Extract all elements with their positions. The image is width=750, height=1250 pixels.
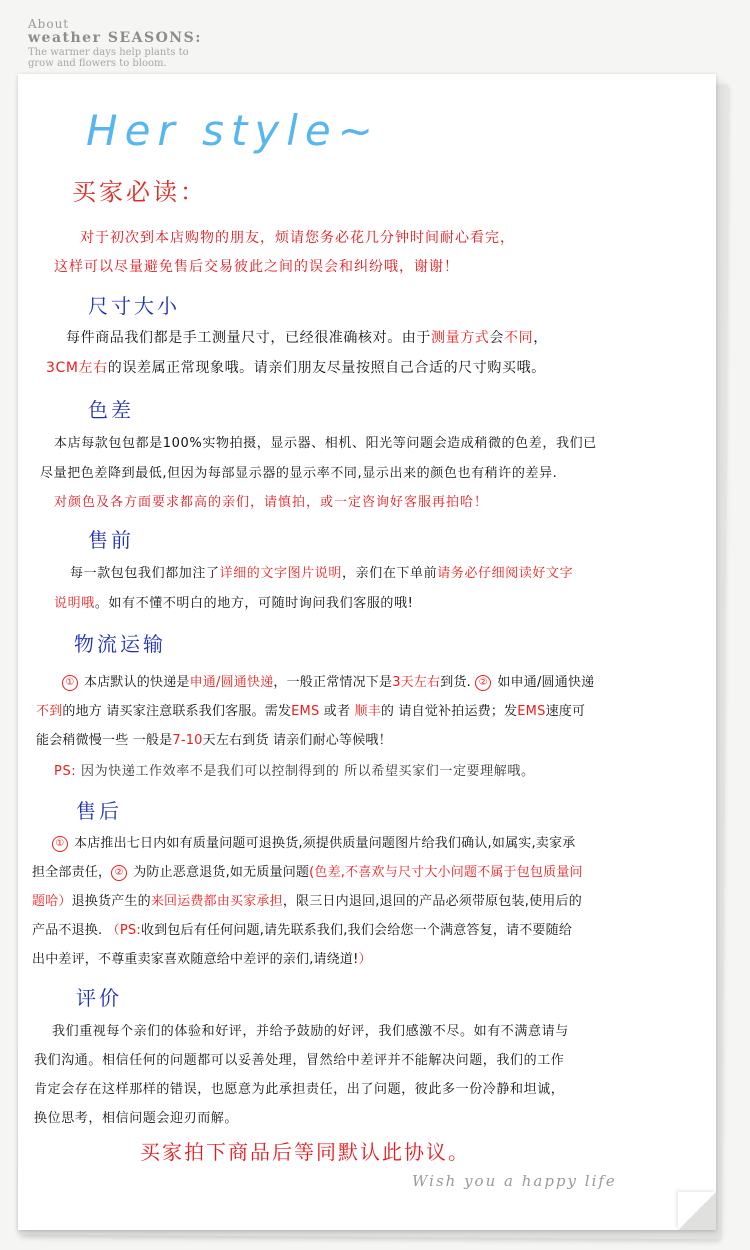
intro-line1: 对于初次到本店购物的朋友，烦请您务必花几分钟时间耐心看完， — [80, 230, 515, 246]
color-line2: 尽量把色差降到最低,但因为每部显示器的显示率不同,显示出来的颜色也有稍许的差异. — [40, 466, 558, 481]
size-line2 — [46, 357, 546, 377]
presale-text: 。如有不懂不明白的地方，可随时询问我们客服的哦! — [94, 596, 414, 611]
top-note-line1: About — [28, 17, 70, 31]
shipping-highlight: 申通/圆通快递 — [189, 675, 274, 690]
shipping-text: 本店默认的快递是 — [84, 675, 190, 690]
shipping-text: 的地方 请买家注意联系我们客服。需发 — [62, 704, 292, 719]
intro-line2: 这样可以尽量避免售后交易彼此之间的误会和纠纷哦，谢谢！ — [54, 259, 459, 275]
aftersale-highlight: ） — [358, 952, 372, 967]
shipping-highlight: 不到 — [36, 704, 63, 719]
shipping-highlight: 7-10 — [172, 733, 203, 748]
shipping-text: 能会稍微慢一些 一般是 — [36, 733, 173, 748]
top-note-line2: weather SEASONS: — [28, 30, 202, 47]
aftersale-text: 出中差评，不尊重卖家喜欢随意给中差评的亲们,请绕道! — [32, 952, 359, 967]
aftersale-text: 收到包后有任何问题,请先联系我们,我们会给您一个满意答复，请不要随给 — [140, 923, 573, 938]
shipping-highlight: EMS — [291, 704, 320, 719]
number-two-icon: ② — [475, 675, 491, 691]
aftersale-text: 退换货产生的 — [71, 894, 151, 909]
section-title-color: 色差 — [88, 398, 134, 422]
presale-highlight: 请务必仔细阅读好文字 — [437, 566, 574, 581]
size-highlight-different: 不同 — [504, 330, 534, 346]
shipping-line2 — [36, 700, 585, 719]
shipping-text: 天左右到货 请亲们耐心等候哦！ — [202, 733, 392, 748]
color-line3: 对颜色及各方面要求都高的亲们，请慎拍，或一定咨询好客服再拍哈！ — [54, 495, 489, 510]
shipping-highlight: 3天左右 — [392, 675, 441, 690]
shipping-highlight: EMS — [517, 704, 546, 719]
agreement-notice: 买家拍下商品后等同默认此协议。 — [140, 1140, 470, 1164]
review-line2: 我们沟通。相信任何的问题都可以妥善处理，冒然给中差评并不能解决问题，我们的工作 — [34, 1053, 565, 1068]
review-line1: 我们重视每个亲们的体验和好评，并给予鼓励的好评，我们感激不尽。如有不满意请与 — [52, 1024, 569, 1039]
shipping-text: 速度可 — [545, 704, 586, 719]
section-title-shipping: 物流运输 — [74, 632, 166, 656]
color-line1: 本店每款包包都是100%实物拍摄，显示器、相机、阳光等问题会造成稍微的色差，我们已 — [54, 436, 597, 451]
aftersale-highlight: 来回运费都由买家承担 — [150, 894, 283, 909]
presale-line2 — [54, 592, 413, 611]
aftersale-highlight: (色差,不喜欢与尺寸大小问题不属于包包质量问 — [309, 865, 583, 880]
shipping-text: ，一般正常情况下是 — [273, 675, 393, 690]
aftersale-line3 — [32, 890, 582, 909]
presale-text: 每一款包包我们都加注了 — [70, 566, 220, 581]
aftersale-highlight: （PS: — [106, 923, 141, 938]
aftersale-line4 — [32, 919, 572, 938]
presale-text: ，亲们在下单前 — [342, 566, 438, 581]
shipping-ps — [54, 760, 535, 779]
number-two-icon: ② — [111, 865, 127, 881]
size-text: 的误差属正常现象哦。请亲们朋友尽量按照自己合适的尺寸购买哦。 — [107, 360, 546, 376]
section-title-presale: 售前 — [88, 528, 134, 552]
ps-label: PS: — [54, 764, 77, 779]
size-line1 — [66, 327, 548, 347]
section-title-review: 评价 — [76, 986, 122, 1010]
aftersale-text: 为防止恶意退货,如无质量问题 — [133, 865, 310, 880]
main-heading: 买家必读： — [72, 178, 207, 206]
shipping-text: 如申通/圆通快递 — [497, 675, 595, 690]
section-title-size: 尺寸大小 — [88, 294, 180, 318]
number-one-icon: ① — [62, 675, 78, 691]
review-line3: 肯定会存在这样那样的错误，也愿意为此承担责任，出了问题，彼此多一份冷静和坦诚， — [34, 1082, 565, 1097]
aftersale-text: 本店推出七日内如有质量问题可退换货,须提供质量问题图片给我们确认,如属实,卖家承 — [74, 836, 576, 851]
shipping-line1 — [62, 671, 594, 691]
aftersale-text: 担全部责任， — [32, 865, 112, 880]
aftersale-line1 — [52, 832, 575, 852]
aftersale-text: ，限三日内退回,退回的产品必须带原包装,使用后的 — [282, 894, 582, 909]
presale-highlight: 说明哦 — [54, 596, 95, 611]
size-highlight-tolerance: 3CM左右 — [46, 360, 108, 376]
aftersale-line5 — [32, 948, 372, 967]
shipping-text: 的 请自觉补拍运费；发 — [380, 704, 518, 719]
signature-text: Wish you a happy life — [412, 1172, 617, 1190]
shipping-line3 — [36, 729, 392, 748]
presale-highlight: 详细的文字图片说明 — [219, 566, 343, 581]
presale-line1 — [70, 562, 573, 581]
aftersale-line2 — [32, 861, 583, 881]
shipping-highlight: 顺丰 — [354, 704, 381, 719]
top-note — [28, 18, 202, 69]
size-highlight-method: 测量方式 — [431, 330, 490, 346]
size-text: ， — [533, 330, 548, 346]
review-line4: 换位思考，相信问题会迎刃而解。 — [34, 1111, 239, 1126]
ps-text: 因为快递工作效率不是我们可以控制得到的 所以希望买家们一定要理解哦。 — [81, 764, 535, 779]
shipping-text: 到货. — [440, 675, 476, 690]
section-title-aftersale: 售后 — [76, 799, 122, 823]
size-text: 会 — [489, 330, 505, 346]
number-one-icon: ① — [52, 836, 68, 852]
aftersale-text: 产品不退换. — [32, 923, 107, 938]
top-note-line3: The warmer days help plants to — [28, 46, 189, 58]
size-text: 每件商品我们都是手工测量尺寸，已经很准确核对。由于 — [66, 330, 431, 346]
shipping-text: 或者 — [319, 704, 355, 719]
brand-title: Her style~ — [86, 106, 380, 155]
top-note-line4: grow and flowers to bloom. — [28, 57, 167, 69]
aftersale-highlight: 题哈） — [32, 894, 72, 909]
